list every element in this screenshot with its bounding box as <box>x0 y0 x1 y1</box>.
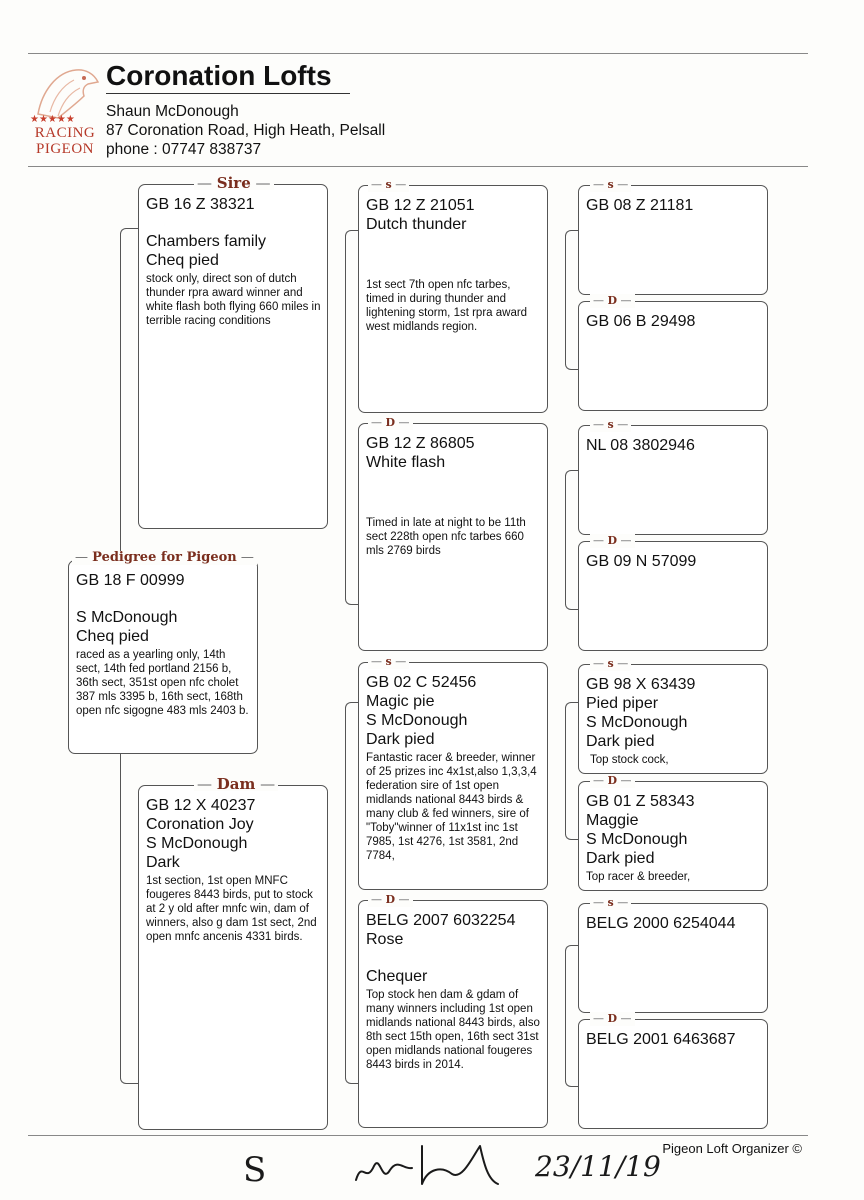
dd-name: Rose <box>366 931 404 948</box>
sire-dam-box <box>358 423 548 651</box>
dam-owner: S McDonough <box>146 835 248 852</box>
ss-label: — s — <box>368 178 409 192</box>
sire-sire-box <box>358 185 548 413</box>
dss-notes: Top stock cock, <box>590 754 669 766</box>
dsd-label: — D — <box>590 774 635 788</box>
ddd-ring-number: BELG 2001 6463687 <box>586 1031 736 1048</box>
dam-sire-box <box>358 662 548 890</box>
dss-ring-number: GB 98 X 63439 <box>586 676 696 693</box>
sire-owner: Chambers family <box>146 233 267 250</box>
sdd-label: — D — <box>590 534 635 548</box>
dam-ring-number: GB 12 X 40237 <box>146 797 256 814</box>
ds-owner: S McDonough <box>366 712 468 729</box>
sds-ring-number: NL 08 3802946 <box>586 437 695 454</box>
ssd-ring-number: GB 06 B 29498 <box>586 313 696 330</box>
handwritten-initial: S <box>243 1150 267 1190</box>
signature-scribble <box>352 1140 502 1190</box>
ddd-label: — D — <box>590 1012 635 1026</box>
handwritten-date: 23/11/19 <box>535 1150 661 1183</box>
sss-label: — s — <box>590 178 631 192</box>
dsd-name: Maggie <box>586 812 639 829</box>
sd-label: — D — <box>368 416 413 430</box>
dds-ring-number: BELG 2000 6254044 <box>586 915 736 932</box>
subject-owner: S McDonough <box>76 609 178 626</box>
ss-ring-number: GB 12 Z 21051 <box>366 197 475 214</box>
sds-label: — s — <box>590 418 631 432</box>
sd-name: White flash <box>366 454 446 471</box>
dd-colour: Chequer <box>366 968 428 985</box>
sire-label: — Sire — <box>194 176 274 190</box>
ssd-label: — D — <box>590 294 635 308</box>
pedigree-for-label: — Pedigree for Pigeon — <box>72 551 257 565</box>
footer-rule <box>28 1135 808 1136</box>
subject-colour: Cheq pied <box>76 628 149 645</box>
dsd-box <box>578 781 768 891</box>
subject-ring-number: GB 18 F 00999 <box>76 572 185 589</box>
sire-ring-number: GB 16 Z 38321 <box>146 196 255 213</box>
ds-ring-number: GB 02 C 52456 <box>366 674 477 691</box>
ds-notes: Fantastic racer & breeder, winner of 25 prizes inc 4x1st,also 1,3,3,4 federation sire of 1st open midlands national 8443 birds & many club & fed winners, sire of "Toby"winner of 11x1st inc 1st 7985, 1st 4276, 1st 3581, 2nd 7784, <box>366 752 537 862</box>
address: 87 Coronation Road, High Heath, Pelsall <box>106 122 386 139</box>
sdd-ring-number: GB 09 N 57099 <box>586 553 697 570</box>
sd-ring-number: GB 12 Z 86805 <box>366 435 475 452</box>
ss-notes: 1st sect 7th open nfc tarbes, timed in during thunder and lightening storm, 1st rpra award west midlands region. <box>366 279 528 333</box>
ds-colour: Dark pied <box>366 731 435 748</box>
dss-owner: S McDonough <box>586 714 688 731</box>
sd-notes: Timed in late at night to be 11th sect 228th open nfc tarbes 660 mls 2769 birds <box>366 517 526 557</box>
sdd-box <box>578 541 768 651</box>
connector-dam <box>345 702 359 1084</box>
dss-label: — s — <box>590 657 631 671</box>
software-credit: Pigeon Loft Organizer © <box>662 1141 802 1156</box>
dam-dam-box <box>358 900 548 1128</box>
ds-label: — s — <box>368 655 409 669</box>
phone: phone : 07747 838737 <box>106 141 262 158</box>
top-rule <box>28 53 808 54</box>
sire-colour: Cheq pied <box>146 252 219 269</box>
connector-sire <box>345 230 359 605</box>
ss-name: Dutch thunder <box>366 216 467 233</box>
dss-box <box>578 664 768 774</box>
ds-name: Magic pie <box>366 693 435 710</box>
subject-pigeon-box <box>68 560 258 754</box>
title-underline <box>106 93 350 94</box>
connector-ss <box>565 230 579 370</box>
dds-box <box>578 903 768 1013</box>
dam-name: Coronation Joy <box>146 816 254 833</box>
connector-sd <box>565 470 579 610</box>
dd-notes: Top stock hen dam & gdam of many winners including 1st open midlands national 8443 birds, also 8th sect 15th open, 16th sect 31st open midlands national fougeres 8443 birds in 2014. <box>366 989 540 1071</box>
dds-label: — s — <box>590 896 631 910</box>
svg-text:★★★★★: ★★★★★ <box>30 114 75 122</box>
dam-box <box>138 785 328 1130</box>
dam-label: — Dam — <box>194 777 278 791</box>
sds-box <box>578 425 768 535</box>
sire-box <box>138 184 328 529</box>
dsd-notes: Top racer & breeder, <box>586 871 691 883</box>
dsd-owner: S McDonough <box>586 831 688 848</box>
sss-ring-number: GB 08 Z 21181 <box>586 197 694 214</box>
logo-line-2: PIGEON <box>36 141 94 157</box>
subject-notes: raced as a yearling only, 14th sect, 14th fed portland 2156 b, 36th sect, 351st open nfc cholet 387 mls 3395 b, 16th sect, 168th open nfc sigogne 483 mls 2403 b. <box>76 649 249 717</box>
dss-name: Pied piper <box>586 695 659 712</box>
dsd-colour: Dark pied <box>586 850 655 867</box>
pigeon-head-icon <box>28 62 102 122</box>
dd-label: — D — <box>368 893 413 907</box>
dd-ring-number: BELG 2007 6032254 <box>366 912 516 929</box>
ddd-box <box>578 1019 768 1129</box>
dam-notes: 1st section, 1st open MNFC fougeres 8443 birds, put to stock at 2 y old after mnfc win, dam of winners, also g dam 1st sect, 2nd open mnfc ancenis 4331 birds. <box>146 875 317 943</box>
sire-notes: stock only, direct son of dutch thunder rpra award winner and white flash both flying 660 miles in terrible racing conditions <box>146 273 321 327</box>
dam-colour: Dark <box>146 854 180 871</box>
header-bottom-rule <box>28 166 808 167</box>
connector-dd <box>565 945 579 1087</box>
dsd-ring-number: GB 01 Z 58343 <box>586 793 695 810</box>
sss-box <box>578 185 768 295</box>
dss-colour: Dark pied <box>586 733 655 750</box>
owner-name: Shaun McDonough <box>106 103 239 120</box>
loft-title: Coronation Lofts <box>106 60 332 91</box>
ssd-box <box>578 301 768 411</box>
logo-line-1: RACING <box>34 125 96 141</box>
connector-ds <box>565 702 579 840</box>
racing-pigeon-logo <box>28 62 102 158</box>
